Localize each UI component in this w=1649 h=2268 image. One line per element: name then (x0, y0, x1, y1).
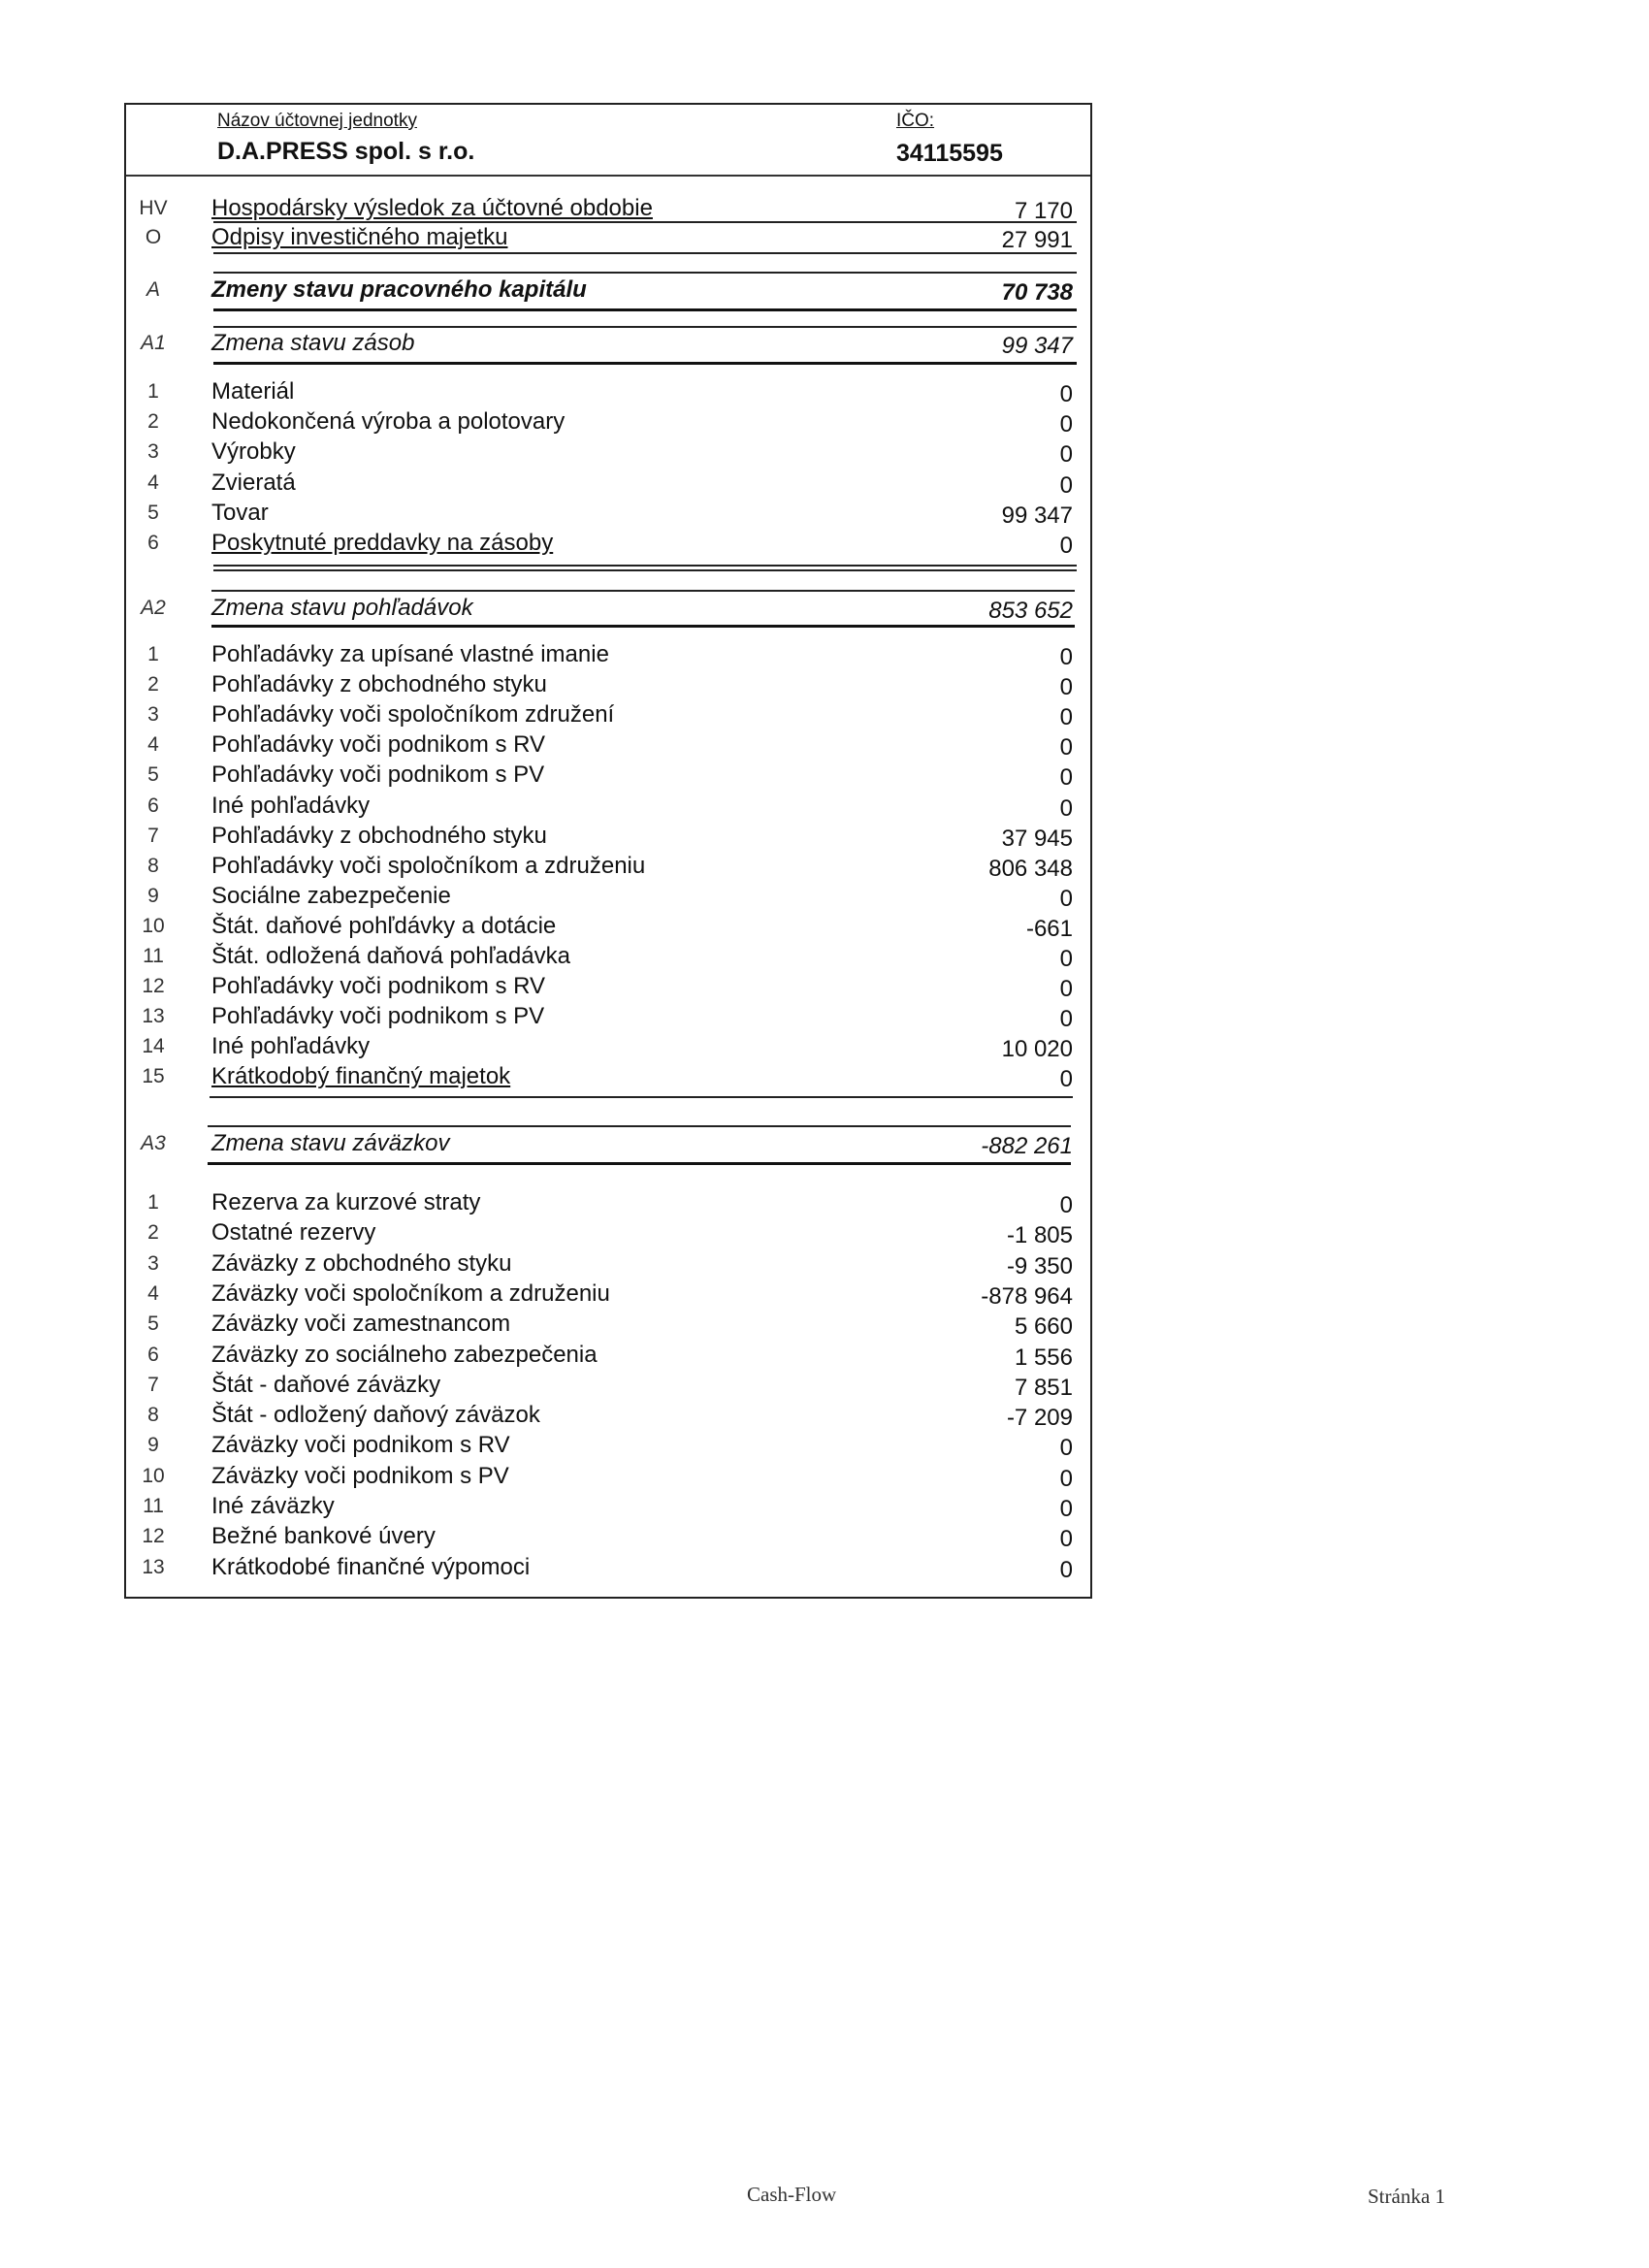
row-label: Záväzky zo sociálneho zabezpečenia (211, 1341, 598, 1368)
list-item (126, 499, 1094, 529)
row-value: 0 (1059, 1192, 1073, 1218)
list-item (126, 792, 1094, 822)
row-code: 2 (147, 410, 159, 434)
ico-label: IČO: (896, 111, 935, 131)
list-item (126, 730, 1094, 761)
row-label: Bežné bankové úvery (211, 1523, 436, 1550)
list-item (126, 1188, 1094, 1218)
section-a3-row (126, 1129, 1094, 1159)
list-item (126, 1401, 1094, 1431)
row-value: 0 (1059, 734, 1073, 761)
row-value: 0 (1059, 1006, 1073, 1033)
row-value: -9 350 (1006, 1252, 1073, 1280)
ico-value: 34115595 (896, 140, 1003, 167)
row-label: Záväzky voči podnikom s PV (211, 1462, 509, 1489)
row-value: 0 (1059, 411, 1073, 438)
row-code: 14 (142, 1035, 165, 1058)
row-value: 0 (1059, 885, 1073, 912)
row-value: 0 (1059, 1526, 1073, 1553)
row-label: Materiál (211, 378, 295, 405)
row-value: -661 (1025, 915, 1073, 942)
row-label: Iné záväzky (211, 1493, 335, 1519)
row-code: 8 (147, 854, 159, 877)
divider-line (211, 590, 1075, 592)
row-code: 13 (142, 1555, 165, 1578)
entity-name-label: Názov účtovnej jednotky (217, 111, 417, 131)
row-label: Nedokončená výroba a polotovary (211, 408, 566, 436)
row-label: Hospodársky výsledok za účtovné obdobie (211, 195, 653, 221)
divider-line (211, 625, 1075, 628)
row-label: Pohľadávky za upísané vlastné imanie (211, 641, 609, 667)
row-label: Pohľadávky voči podnikom s PV (211, 761, 545, 789)
row-label: Záväzky voči spoločníkom a združeniu (211, 1280, 610, 1307)
row-label: Zmeny stavu pracovného kapitálu (211, 276, 587, 303)
list-item (126, 822, 1094, 852)
row-code: 1 (147, 380, 159, 403)
row-code: 2 (147, 1221, 159, 1245)
list-item (126, 1492, 1094, 1522)
list-item (126, 640, 1094, 670)
summary-row (126, 223, 1094, 253)
list-item (126, 912, 1094, 942)
row-label: Krátkodobý finančný majetok (211, 1063, 511, 1090)
row-value: 7 851 (1014, 1374, 1073, 1401)
list-item (126, 1462, 1094, 1492)
divider-line (210, 1096, 1073, 1098)
divider-line (213, 272, 1077, 274)
row-value: 0 (1059, 533, 1073, 559)
row-label: Zvieratá (211, 469, 296, 496)
row-code: 3 (147, 440, 159, 464)
row-code: 1 (147, 643, 159, 665)
list-item (126, 1280, 1094, 1310)
row-value: 0 (1059, 441, 1073, 469)
row-value: 853 652 (988, 598, 1073, 624)
list-item (126, 377, 1094, 407)
list-item (126, 882, 1094, 912)
header-divider (126, 175, 1090, 177)
row-code: 12 (142, 1525, 165, 1548)
row-code: A1 (141, 332, 166, 354)
row-label: Štát. odložená daňová pohľadávka (211, 943, 570, 969)
row-code: 13 (142, 1005, 165, 1028)
row-value: 0 (1059, 381, 1073, 407)
row-code: 9 (147, 884, 159, 907)
row-label: Pohľadávky z obchodného styku (211, 822, 547, 849)
list-item (126, 852, 1094, 882)
row-label: Pohľadávky voči podnikom s RV (211, 731, 546, 759)
row-code: HV (139, 197, 168, 219)
row-label: Pohľadávky voči podnikom s PV (211, 1003, 545, 1030)
row-value: 806 348 (988, 855, 1073, 882)
row-value: 0 (1059, 794, 1073, 822)
row-value: 0 (1059, 1435, 1073, 1462)
list-item (126, 942, 1094, 972)
list-item (126, 1341, 1094, 1371)
row-code: 7 (147, 824, 159, 847)
row-value: 99 347 (1001, 333, 1073, 359)
row-label: Štát - daňové záväzky (211, 1371, 441, 1398)
row-label: Pohľadávky voči spoločníkom a združeniu (211, 852, 646, 879)
row-label: Krátkodobé finančné výpomoci (211, 1553, 531, 1580)
row-value: 0 (1059, 1556, 1073, 1583)
row-label: Štát. daňové pohľdávky a dotácie (211, 912, 557, 939)
row-code: 11 (143, 1495, 164, 1517)
row-code: O (145, 226, 162, 248)
divider-line (213, 221, 1077, 223)
row-code: 12 (142, 975, 165, 998)
row-value: 0 (1059, 674, 1073, 701)
entity-name: D.A.PRESS spol. s r.o. (217, 138, 475, 165)
row-value: 0 (1059, 976, 1073, 1003)
divider-line (213, 565, 1077, 567)
row-code: 10 (142, 1464, 165, 1487)
list-item (126, 1218, 1094, 1248)
row-label: Odpisy investičného majetku (211, 224, 508, 250)
row-value: -7 209 (1006, 1405, 1073, 1432)
row-value: 0 (1059, 764, 1073, 792)
row-value: 27 991 (1001, 227, 1073, 253)
row-label: Tovar (211, 499, 269, 526)
list-item (126, 1553, 1094, 1583)
divider-line (208, 1125, 1071, 1127)
row-label: Záväzky voči zamestnancom (211, 1311, 511, 1338)
row-value: 10 020 (1001, 1036, 1073, 1063)
list-item (126, 1032, 1094, 1062)
row-code: 8 (147, 1404, 159, 1427)
row-code: 3 (147, 1251, 159, 1275)
row-value: -1 805 (1006, 1222, 1073, 1249)
row-value: -882 261 (981, 1133, 1073, 1159)
row-value: 37 945 (1001, 825, 1073, 852)
row-value: 0 (1059, 471, 1073, 499)
row-label: Zmena stavu záväzkov (211, 1130, 450, 1156)
row-code: 4 (147, 470, 159, 494)
list-item (126, 1310, 1094, 1340)
list-item (126, 1062, 1094, 1092)
row-label: Pohľadávky voči spoločníkom združení (211, 701, 615, 729)
row-code: A (146, 278, 160, 301)
row-value: 0 (1059, 704, 1073, 731)
summary-row (126, 194, 1094, 224)
list-item (126, 1431, 1094, 1461)
row-value: 0 (1059, 1496, 1073, 1522)
divider-line (213, 362, 1077, 365)
row-label: Pohľadávky z obchodného styku (211, 671, 547, 698)
row-label: Iné pohľadávky (211, 792, 371, 819)
row-label: Zmena stavu pohľadávok (211, 595, 473, 621)
row-code: 5 (147, 1312, 159, 1336)
row-value: 0 (1059, 1465, 1073, 1492)
list-item (126, 670, 1094, 700)
row-code: 5 (147, 501, 159, 524)
row-code: 15 (142, 1065, 165, 1088)
row-code: 4 (147, 1281, 159, 1305)
list-item (126, 529, 1094, 559)
section-a2-row (126, 594, 1094, 624)
row-value: 99 347 (1001, 502, 1073, 529)
cash-flow-table (124, 103, 1092, 1599)
row-value: 1 556 (1014, 1344, 1073, 1371)
list-item (126, 469, 1094, 499)
row-value: 7 170 (1014, 198, 1073, 224)
row-code: 3 (147, 703, 159, 727)
divider-line (213, 569, 1077, 571)
divider-line (213, 308, 1077, 311)
row-code: 10 (142, 914, 165, 937)
row-label: Iné pohľadávky (211, 1033, 371, 1060)
row-code: A3 (141, 1132, 166, 1154)
section-a-row (126, 275, 1094, 306)
row-label: Záväzky z obchodného styku (211, 1249, 512, 1277)
row-label: Štát - odložený daňový záväzok (211, 1402, 540, 1429)
list-item (126, 1249, 1094, 1280)
row-label: Výrobky (211, 438, 296, 466)
list-item (126, 1002, 1094, 1032)
row-value: 0 (1059, 644, 1073, 670)
row-value: 0 (1059, 946, 1073, 972)
row-code: 11 (143, 945, 164, 967)
divider-line (208, 1162, 1071, 1165)
row-code: 9 (147, 1434, 159, 1457)
footer-page-number: Stránka 1 (1368, 2185, 1445, 2208)
row-value: -878 964 (981, 1282, 1073, 1310)
section-a1-row (126, 329, 1094, 359)
divider-line (213, 252, 1077, 254)
list-item (126, 437, 1094, 468)
row-code: A2 (141, 597, 166, 619)
row-code: 4 (147, 733, 159, 757)
row-value: 70 738 (1001, 279, 1073, 306)
footer-title: Cash-Flow (747, 2183, 837, 2206)
row-label: Pohľadávky voči podnikom s RV (211, 973, 546, 1000)
list-item (126, 761, 1094, 791)
list-item (126, 972, 1094, 1002)
row-code: 5 (147, 763, 159, 787)
list-item (126, 1522, 1094, 1552)
row-label: Ostatné rezervy (211, 1219, 376, 1247)
list-item (126, 700, 1094, 730)
row-code: 6 (147, 1343, 159, 1366)
row-code: 6 (147, 532, 159, 554)
list-item (126, 407, 1094, 437)
row-value: 5 660 (1014, 1313, 1073, 1341)
row-label: Poskytnuté preddavky na zásoby (211, 530, 554, 556)
list-item (126, 1371, 1094, 1401)
row-code: 2 (147, 673, 159, 697)
row-code: 1 (147, 1191, 159, 1214)
row-label: Zmena stavu zásob (211, 330, 415, 356)
row-label: Sociálne zabezpečenie (211, 882, 451, 909)
row-label: Záväzky voči podnikom s RV (211, 1432, 510, 1459)
row-code: 7 (147, 1373, 159, 1396)
divider-line (213, 326, 1077, 328)
row-label: Rezerva za kurzové straty (211, 1189, 481, 1215)
row-code: 6 (147, 794, 159, 817)
row-value: 0 (1059, 1066, 1073, 1093)
